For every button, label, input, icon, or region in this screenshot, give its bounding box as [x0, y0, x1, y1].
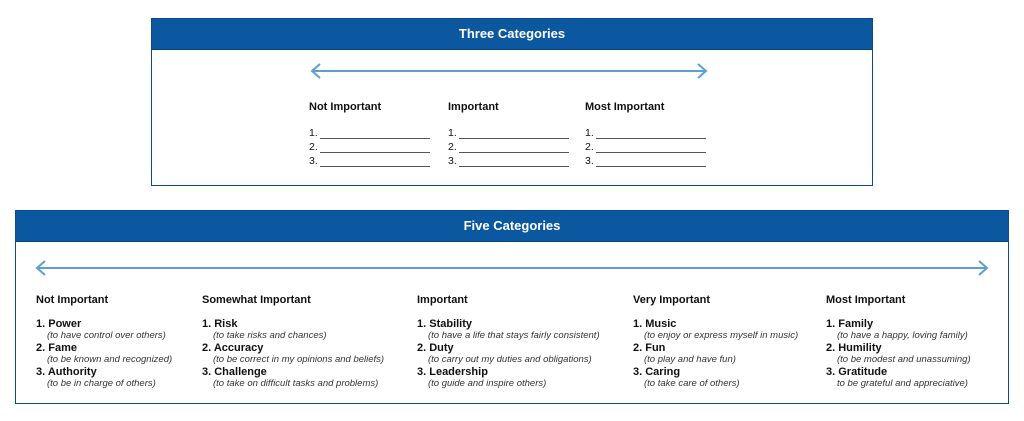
blank-line[interactable] [320, 157, 430, 167]
value-name: 1. Music [633, 318, 677, 330]
value-description: (to enjoy or express myself in music) [644, 330, 799, 341]
value-description: (to guide and inspire others) [428, 378, 547, 389]
blank-row [585, 153, 706, 167]
value-description: to be grateful and appreciative) [837, 378, 968, 389]
value-description: (to be known and recognized) [47, 354, 173, 365]
blank-line[interactable] [320, 129, 430, 139]
blank-line[interactable] [459, 143, 569, 153]
value-name: 2. Accuracy [202, 342, 264, 354]
value-name: 2. Fame [36, 342, 77, 354]
value-item [417, 318, 600, 341]
blank-line[interactable] [459, 129, 569, 139]
blank-row [585, 125, 706, 139]
five-col-important [417, 294, 600, 390]
value-description: (to play and have fun) [644, 354, 736, 365]
column-heading: Not Important [36, 294, 109, 306]
value-name: 3. Leadership [417, 366, 488, 378]
five-col-most-important [826, 294, 971, 390]
value-name: 2. Duty [417, 342, 454, 354]
blank-number: 2. [309, 141, 318, 153]
blank-number: 1. [309, 127, 318, 139]
blank-row [585, 139, 706, 153]
column-heading: Very Important [633, 294, 711, 306]
value-name: 1. Family [826, 318, 874, 330]
value-description: (to have control over others) [47, 330, 166, 341]
column-heading: Not Important [309, 101, 382, 113]
column-heading: Important [448, 101, 499, 113]
column-heading: Most Important [585, 101, 665, 113]
value-item [36, 318, 172, 341]
value-description: (to be correct in my opinions and beliefs) [213, 354, 385, 365]
blank-number: 3. [309, 155, 318, 167]
five-col-somewhat-important [202, 294, 384, 390]
blank-row [309, 153, 430, 167]
value-item [202, 366, 384, 389]
blank-number: 2. [448, 141, 457, 153]
value-description: (to take risks and chances) [213, 330, 327, 341]
column-heading: Somewhat Important [202, 294, 311, 306]
value-item [202, 342, 384, 365]
value-item [417, 366, 600, 389]
five-categories-panel [15, 210, 1009, 404]
blank-number: 1. [585, 127, 594, 139]
blank-row [448, 139, 569, 153]
value-description: (to take on difficult tasks and problems) [213, 378, 379, 389]
value-description: (to be modest and unassuming) [837, 354, 971, 365]
double-arrow-icon [309, 61, 709, 81]
blank-line[interactable] [459, 157, 569, 167]
five-col-not-important [36, 294, 172, 390]
blank-line[interactable] [596, 129, 706, 139]
blank-number: 3. [585, 155, 594, 167]
three-categories-panel [151, 18, 873, 186]
blank-row [309, 139, 430, 153]
value-item [36, 342, 172, 365]
three-col-most-important [585, 101, 706, 167]
value-name: 3. Caring [633, 366, 681, 378]
value-item [633, 366, 798, 389]
value-name: 1. Power [36, 318, 82, 330]
blank-row [309, 125, 430, 139]
value-name: 3. Challenge [202, 366, 267, 378]
value-name: 1. Stability [417, 318, 473, 330]
value-item [417, 342, 600, 365]
value-description: (to have a life that stays fairly consistent) [428, 330, 600, 341]
value-item [633, 342, 798, 365]
value-item [826, 366, 971, 389]
value-description: (to have a happy, loving family) [837, 330, 968, 341]
value-name: 2. Fun [633, 342, 666, 354]
three-categories-header: Three Categories [152, 19, 872, 50]
value-name: 3. Authority [36, 366, 97, 378]
value-item [202, 318, 384, 341]
column-heading: Important [417, 294, 468, 306]
value-item [633, 318, 798, 341]
value-name: 2. Humility [826, 342, 882, 354]
five-categories-header: Five Categories [16, 211, 1008, 242]
blank-number: 3. [448, 155, 457, 167]
blank-row [448, 125, 569, 139]
blank-number: 2. [585, 141, 594, 153]
three-col-not-important [309, 101, 430, 167]
five-col-very-important [633, 294, 798, 390]
blank-line[interactable] [596, 157, 706, 167]
value-name: 3. Gratitude [826, 366, 888, 378]
double-arrow-icon [34, 258, 990, 278]
blank-number: 1. [448, 127, 457, 139]
value-item [826, 342, 971, 365]
value-description: (to take care of others) [644, 378, 740, 389]
three-col-important [448, 101, 569, 167]
value-item [36, 366, 172, 389]
value-item [826, 318, 971, 341]
blank-line[interactable] [320, 143, 430, 153]
blank-line[interactable] [596, 143, 706, 153]
value-name: 1. Risk [202, 318, 238, 330]
column-heading: Most Important [826, 294, 906, 306]
blank-row [448, 153, 569, 167]
value-description: (to be in charge of others) [47, 378, 156, 389]
value-description: (to carry out my duties and obligations) [428, 354, 592, 365]
